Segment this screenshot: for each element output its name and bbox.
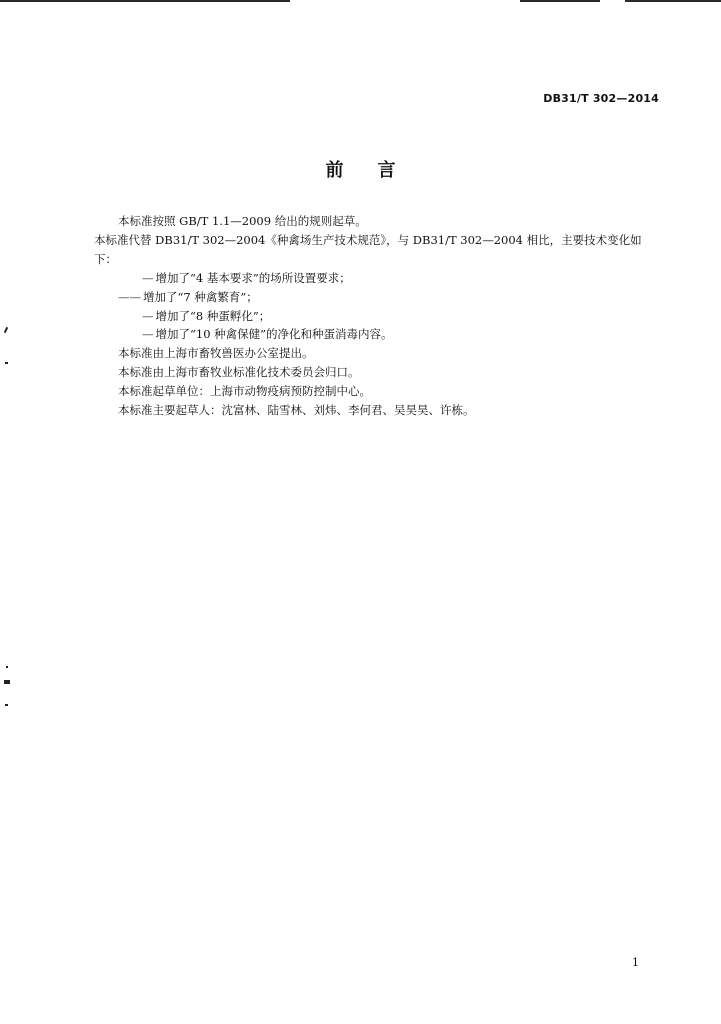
list-dash: — (142, 308, 154, 323)
paragraph-replacement-text: 本标准代替 DB31/T 302—2004《种禽场生产技术规范》，与 DB31/T 302—2004 相比，主要技术变化如下： (94, 232, 642, 266)
paragraph-proposer: 本标准由上海市畜牧兽医办公室提出。 (118, 346, 314, 361)
list-item-text: 增加了“8 种蛋孵化”； (155, 308, 271, 323)
list-item (94, 307, 662, 326)
scan-top-edge (0, 0, 721, 3)
paragraph-centralized: 本标准由上海市畜牧业标准化技术委员会归口。 (118, 365, 360, 380)
list-item-text: 增加了“7 种禽繁育”； (143, 289, 258, 304)
document-body (94, 212, 662, 420)
paragraph-drafting-unit: 本标准起草单位：上海市动物疫病预防控制中心。 (118, 384, 371, 399)
list-item (94, 269, 662, 288)
scan-edge-segment (0, 0, 290, 2)
list-item-text: 增加了“10 种禽保健”的净化和种蛋消毒内容。 (155, 327, 393, 342)
paragraph-replacement (94, 231, 662, 269)
list-item (94, 325, 662, 344)
paragraph-drafters: 本标准主要起草人：沈富林、陆雪林、刘炜、李何君、吴昊昊、许栋。 (118, 403, 475, 418)
list-item (94, 288, 662, 307)
page-number: 1 (632, 956, 639, 969)
scan-edge-segment (520, 0, 600, 2)
scan-edge-segment (625, 0, 721, 2)
list-dash: —— (118, 289, 141, 304)
scan-mark (5, 704, 8, 706)
scan-mark (4, 327, 8, 333)
list-dash: — (142, 327, 154, 342)
scan-mark (6, 666, 8, 668)
paragraph-drafting-rule: 本标准按照 GB/T 1.1—2009 给出的规则起草。 (118, 214, 367, 228)
scan-mark (5, 362, 8, 364)
list-dash: — (142, 270, 154, 285)
scan-mark (4, 680, 10, 684)
document-code: DB31/T 302—2014 (543, 92, 659, 105)
page-title: 前言 (325, 160, 430, 181)
list-item-text: 增加了“4 基本要求”的场所设置要求； (155, 270, 351, 285)
